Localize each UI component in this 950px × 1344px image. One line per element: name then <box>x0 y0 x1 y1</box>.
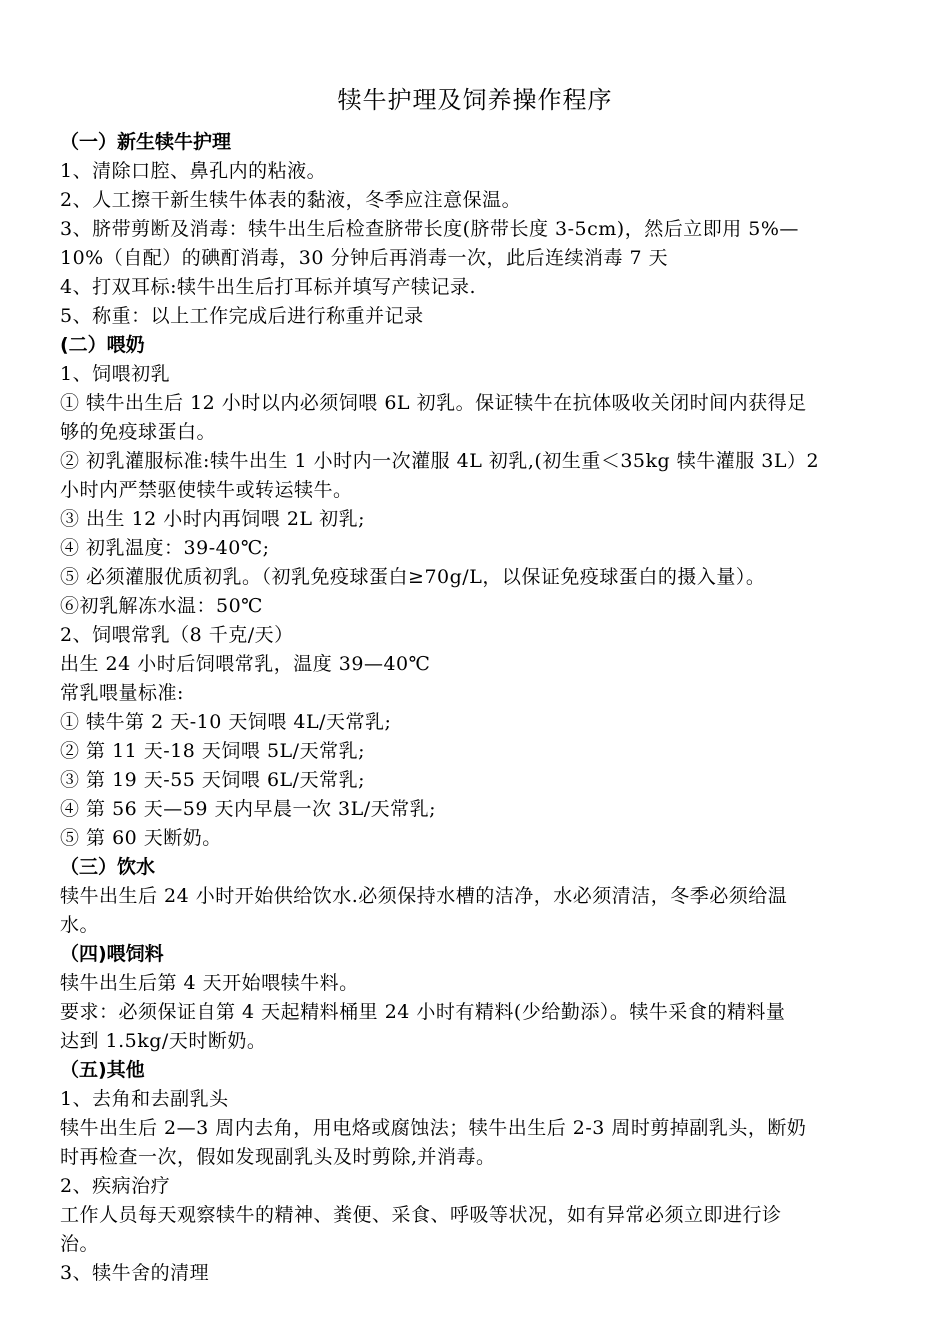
text-line: 小时内严禁驱使犊牛或转运犊牛。 <box>60 479 353 501</box>
text-line: 4、打双耳标:犊牛出生后打耳标并填写产犊记录. <box>60 276 477 298</box>
text-line: 2、人工擦干新生犊牛体表的黏液，冬季应注意保温。 <box>60 189 522 211</box>
text-line: 时再检查一次，假如发现副乳头及时剪除,并消毒。 <box>60 1146 496 1168</box>
text-line: 工作人员每天观察犊牛的精神、粪便、采食、呼吸等状况，如有异常必须立即进行诊 <box>60 1204 782 1226</box>
text-line: 1、去角和去副乳头 <box>60 1088 229 1110</box>
text-line: 水。 <box>60 914 100 936</box>
text-line: ③ 出生 12 小时内再饲喂 2L 初乳; <box>60 508 365 530</box>
section-heading: （三）饮水 <box>60 856 156 878</box>
text-line: 够的免疫球蛋白。 <box>60 421 217 443</box>
text-line: 3、脐带剪断及消毒：犊牛出生后检查脐带长度(脐带长度 3-5cm)，然后立即用 5%— <box>60 218 799 240</box>
text-line: 达到 1.5kg/天时断奶。 <box>60 1030 267 1052</box>
text-line: 2、饲喂常乳（8 千克/天） <box>60 624 294 646</box>
text-line: 2、疾病治疗 <box>60 1175 171 1197</box>
text-line: 要求：必须保证自第 4 天起精料桶里 24 小时有精料(少给勤添）。犊牛采食的精料量 <box>60 1001 786 1023</box>
document-body <box>60 128 892 1288</box>
text-line: ③ 第 19 天-55 天饲喂 6L/天常乳; <box>60 769 365 791</box>
document-title: 犊牛护理及饲养操作程序 <box>337 86 613 114</box>
section-heading: （四)喂饲料 <box>60 943 164 965</box>
text-line: 犊牛出生后第 4 天开始喂犊牛料。 <box>60 972 359 994</box>
text-line: ④ 初乳温度：39-40℃; <box>60 537 270 559</box>
text-line: ⑥初乳解冻水温：50℃ <box>60 595 263 617</box>
text-line: ② 初乳灌服标准:犊牛出生 1 小时内一次灌服 4L 初乳,(初生重＜35kg 犊牛灌服 3L）2 <box>60 450 820 472</box>
text-line: 治。 <box>60 1233 100 1255</box>
text-line: 1、饲喂初乳 <box>60 363 171 385</box>
text-line: ② 第 11 天-18 天饲喂 5L/天常乳; <box>60 740 365 762</box>
text-line: ① 犊牛第 2 天-10 天饲喂 4L/天常乳; <box>60 711 392 733</box>
text-line: 1、清除口腔、鼻孔内的粘液。 <box>60 160 327 182</box>
section-heading: (二）喂奶 <box>60 334 145 356</box>
text-line: 出生 24 小时后饲喂常乳，温度 39—40℃ <box>60 653 431 675</box>
text-line: 犊牛出生后 24 小时开始供给饮水.必须保持水槽的洁净，水必须清洁，冬季必须给温 <box>60 885 788 907</box>
text-line: 5、称重：以上工作完成后进行称重并记录 <box>60 305 424 327</box>
section-heading: （五)其他 <box>60 1059 145 1081</box>
text-line: ⑤ 必须灌服优质初乳。（初乳免疫球蛋白≥70g/L，以保证免疫球蛋白的摄入量）。 <box>60 566 766 588</box>
text-line: 犊牛出生后 2—3 周内去角，用电烙或腐蚀法；犊牛出生后 2-3 周时剪掉副乳头，断奶 <box>60 1117 807 1139</box>
text-line: ① 犊牛出生后 12 小时以内必须饲喂 6L 初乳。保证犊牛在抗体吸收关闭时间内获得足 <box>60 392 807 414</box>
text-line: ⑤ 第 60 天断奶。 <box>60 827 222 849</box>
text-line: 10%（自配）的碘酊消毒，30 分钟后再消毒一次，此后连续消毒 7 天 <box>60 247 669 269</box>
text-line: ④ 第 56 天—59 天内早晨一次 3L/天常乳; <box>60 798 437 820</box>
text-line: 3、犊牛舍的清理 <box>60 1262 210 1284</box>
text-line: 常乳喂量标准: <box>60 682 184 704</box>
section-heading: （一）新生犊牛护理 <box>60 131 232 153</box>
